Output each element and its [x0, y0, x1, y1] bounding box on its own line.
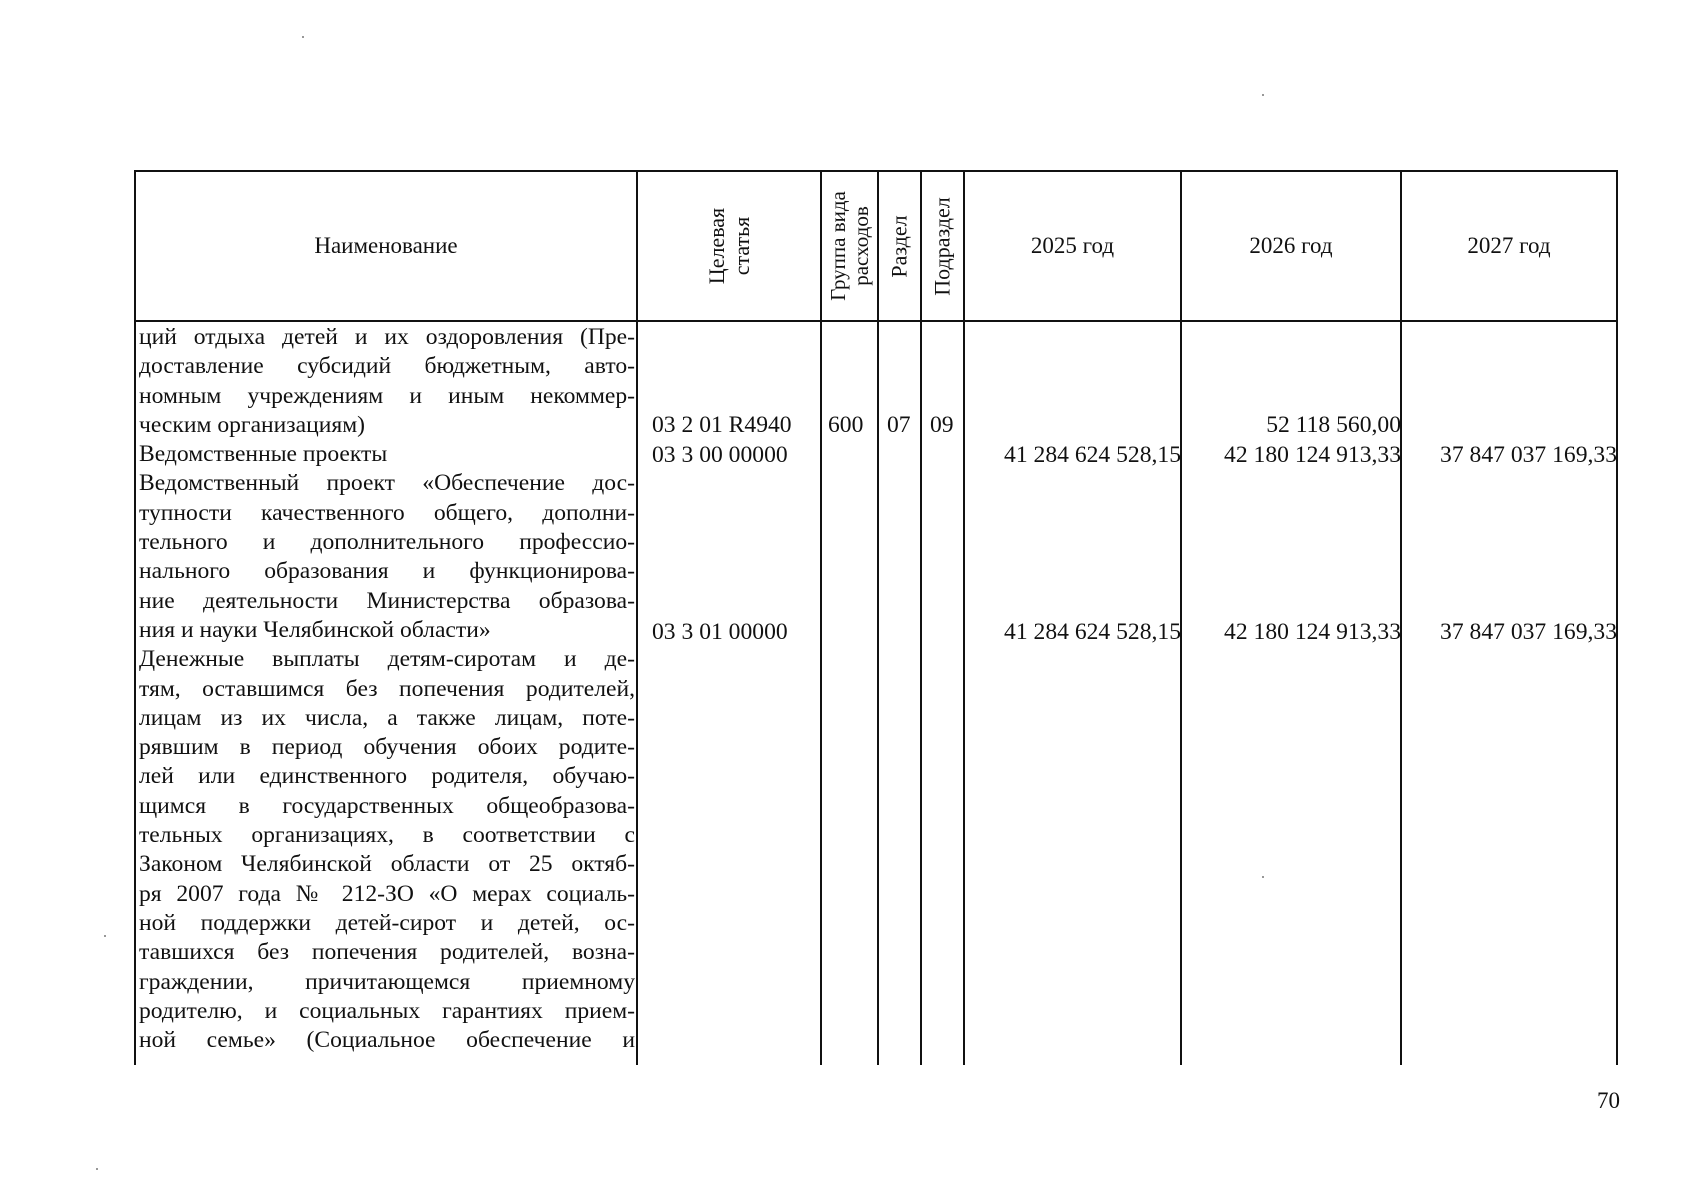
row1-target-article: 03 3 00 00000: [652, 442, 788, 468]
header-expense-group-line1: Группа вида: [825, 191, 850, 301]
name-line: Законом Челябинской области от 25 октяб-: [139, 851, 635, 878]
row1-2025: 41 284 624 528,15: [1004, 442, 1181, 468]
header-target-article-line2: статья: [728, 216, 754, 276]
header-bottom-border: [134, 320, 1618, 322]
name-line: Ведомственный проект «Обеспечение дос-: [139, 470, 635, 497]
name-line: ря 2007 года № 212-ЗО «О мерах социаль-: [139, 880, 635, 907]
name-column: [139, 323, 635, 1055]
header-2026: [1182, 172, 1400, 320]
header-subsection-text: Подраздел: [930, 196, 956, 296]
name-line: ческим организациям): [139, 411, 365, 438]
header-2025: [965, 172, 1180, 320]
row0-2026: 52 118 560,00: [1266, 412, 1401, 438]
name-line: тупности качественного общего, дополни-: [139, 499, 635, 526]
row2-target-article: 03 3 01 00000: [652, 619, 788, 645]
header-target-article: [638, 172, 820, 320]
row2-2027: 37 847 037 169,33: [1440, 619, 1617, 645]
header-target-article-line1: Целевая: [703, 207, 729, 285]
header-expense-group: [822, 172, 877, 320]
row0-target-article: 03 2 01 R4940: [652, 412, 792, 438]
scan-speck: [1262, 876, 1264, 878]
table-row-name-2: [139, 469, 635, 645]
scan-speck: [1262, 94, 1264, 96]
name-line: ций отдыха детей и их оздоровления (Пре-: [139, 324, 635, 350]
row2-2025: 41 284 624 528,15: [1004, 619, 1181, 645]
header-name: [136, 172, 636, 320]
header-2025-text: 2025 год: [1030, 233, 1115, 258]
header-name-text: Наименование: [314, 233, 458, 258]
header-2026-text: 2026 год: [1249, 233, 1333, 258]
name-line: нального образования и функционирова-: [139, 558, 635, 585]
name-line: номным учреждениям и иным некоммер-: [139, 382, 635, 409]
header-expense-group-line2: расходов: [848, 206, 873, 286]
name-line: тавшихся без попечения родителей, возна-: [139, 939, 635, 966]
header-target-article-text: [704, 208, 754, 284]
name-line: доставление субсидий бюджетным, авто-: [139, 353, 635, 380]
name-line: рявшим в период обучения обоих родите-: [139, 734, 635, 761]
name-line: ной семье» (Социальное обеспечение и: [139, 1027, 635, 1054]
table-row-name-0: [139, 323, 635, 440]
name-line: родителю, и социальных гарантиях прием-: [139, 997, 635, 1024]
row1-2026: 42 180 124 913,33: [1224, 442, 1401, 468]
row0-expense-group: 600: [828, 412, 864, 438]
name-line: тям, оставшимся без попечения родителей,: [139, 675, 635, 702]
header-section: [879, 172, 920, 320]
row0-subsection: 09: [930, 412, 954, 438]
header-subsection: [922, 172, 963, 320]
page-number: 70: [1597, 1088, 1620, 1113]
name-line: Денежные выплаты детям-сиротам и де-: [139, 646, 635, 673]
row2-2026: 42 180 124 913,33: [1224, 619, 1401, 645]
row0-section: 07: [887, 412, 911, 438]
name-line: лей или единственного родителя, обучаю-: [139, 763, 635, 790]
name-line: граждении, причитающемся приемному: [139, 968, 635, 995]
header-2027-text: 2027 год: [1467, 233, 1551, 258]
name-line: щимся в государственных общеобразова-: [139, 792, 635, 819]
header-section-text: Раздел: [887, 214, 913, 278]
row1-2027: 37 847 037 169,33: [1440, 442, 1617, 468]
scan-speck: [96, 1168, 98, 1170]
header-2027: [1402, 172, 1616, 320]
name-line: Ведомственные проекты: [139, 441, 388, 468]
scan-speck: [104, 935, 106, 937]
table-row-name-1: [139, 440, 635, 469]
name-line: лицам из их числа, а также лицам, поте-: [139, 704, 635, 731]
scan-speck: [302, 36, 304, 38]
name-line: ной поддержки детей-сирот и детей, ос-: [139, 909, 635, 936]
table-row-name-3: [139, 645, 635, 1055]
name-line: тельных организациях, в соответствии с: [139, 822, 635, 849]
header-expense-group-text: [827, 191, 873, 301]
name-line: ние деятельности Министерства образова-: [139, 587, 635, 614]
name-line: ния и науки Челябинской области»: [139, 616, 491, 643]
name-line: тельного и дополнительного профессио-: [139, 529, 635, 556]
